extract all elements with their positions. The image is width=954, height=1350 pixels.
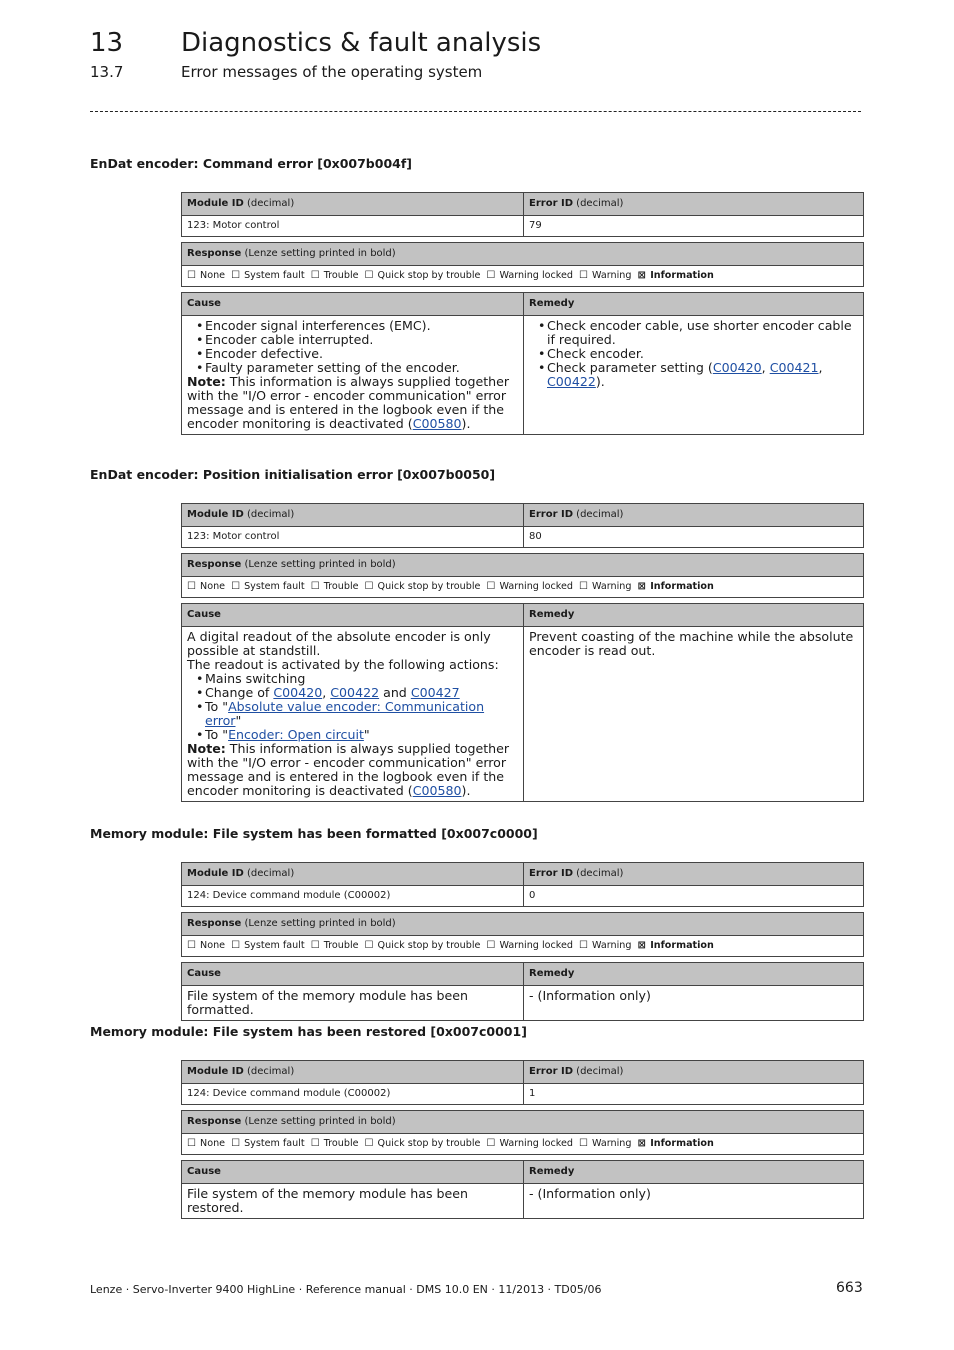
response-option [579,1138,631,1149]
remedy-cell: - (Information only) [524,1184,864,1219]
response-option [311,940,359,951]
response-option-label: Warning locked [499,270,573,281]
response-option [231,270,305,281]
response-option [365,270,481,281]
error-block [181,192,864,435]
response-option-label: Quick stop by trouble [377,581,481,592]
unchecked-box-icon: ☐ [310,940,320,951]
response-option [311,270,359,281]
response-option-label: Warning [592,270,632,281]
unchecked-box-icon: ☐ [364,940,374,951]
remedy-bullet: • Check encoder cable, use shorter encoder cable if required. [547,319,858,347]
module-id-value: 124: Device command module (C00002) [182,886,524,907]
error-block [181,1060,864,1219]
response-option-label: Warning locked [499,1138,573,1149]
param-link-c00420[interactable]: C00420 [273,685,323,700]
id-table [181,503,864,548]
unchecked-box-icon: ☐ [231,581,241,592]
response-option-label: Trouble [323,940,359,951]
section-title: Error messages of the operating system [181,63,483,81]
response-option [311,581,359,592]
unchecked-box-icon: ☐ [231,1138,241,1149]
link-encoder-open-circuit[interactable]: Encoder: Open circuit [228,727,364,742]
param-link-c00580[interactable]: C00580 [412,416,462,431]
unchecked-box-icon: ☐ [486,940,496,951]
response-option [365,940,481,951]
cause-remedy-table [181,292,864,435]
response-option-label: Information [650,581,714,592]
response-options [182,577,864,598]
cause-header: Cause [182,604,524,627]
response-option [579,581,631,592]
remedy-header: Remedy [524,963,864,986]
module-id-header: Module ID (decimal) [182,193,524,216]
response-option-label: Trouble [323,1138,359,1149]
unchecked-box-icon: ☐ [578,1138,588,1149]
unchecked-box-icon: ☐ [187,940,196,951]
unchecked-box-icon: ☐ [231,270,241,281]
unchecked-box-icon: ☐ [187,270,196,281]
error-block [181,862,864,1021]
cause-cell [182,627,524,802]
remedy-header: Remedy [524,604,864,627]
cause-cell [182,316,524,435]
response-option [311,1138,359,1149]
response-option-label: None [200,581,226,592]
response-option [187,940,225,951]
response-option-label: System fault [244,1138,305,1149]
response-option [231,940,305,951]
link-absolute-value-encoder-error[interactable]: Absolute value encoder: Communication error [205,699,485,728]
response-options [182,936,864,957]
unchecked-box-icon: ☐ [486,270,496,281]
error-heading: Memory module: File system has been restored [0x007c0001] [90,1024,527,1039]
response-option [486,1138,573,1149]
response-option-label: Quick stop by trouble [377,270,481,281]
unchecked-box-icon: ☐ [578,270,588,281]
unchecked-box-icon: ☐ [364,1138,374,1149]
unchecked-box-icon: ☐ [310,270,320,281]
response-option-label: Warning [592,1138,632,1149]
cause-remedy-table [181,1160,864,1219]
cause-text: The readout is activated by the following actions: [187,657,499,672]
param-link-c00422[interactable]: C00422 [330,685,380,700]
unchecked-box-icon: ☐ [486,1138,496,1149]
remedy-cell: - (Information only) [524,986,864,1021]
id-table [181,1060,864,1105]
response-option-label: Warning locked [499,940,573,951]
error-heading: Memory module: File system has been formatted [0x007c0000] [90,826,538,841]
param-link-c00422[interactable]: C00422 [547,374,596,389]
response-option [637,270,713,281]
error-id-header: Error ID (decimal) [524,193,864,216]
module-id-value: 123: Motor control [182,216,524,237]
error-id-header: Error ID (decimal) [524,863,864,886]
response-option [579,940,631,951]
cause-header: Cause [182,963,524,986]
id-table [181,192,864,237]
response-option-label: System fault [244,270,305,281]
module-id-value: 124: Device command module (C00002) [182,1084,524,1105]
cause-text: A digital readout of the absolute encoder is only possible at standstill. [187,629,491,658]
response-header: Response (Lenze setting printed in bold) [182,243,864,266]
response-option-label: Warning [592,940,632,951]
checked-box-icon: ⊠ [637,1138,646,1149]
remedy-cell [524,316,864,435]
response-option-label: System fault [244,581,305,592]
unchecked-box-icon: ☐ [231,940,241,951]
response-option [365,1138,481,1149]
param-link-c00427[interactable]: C00427 [410,685,460,700]
cause-note: Note: This information is always supplied together with the "I/O error - encoder communication" error message and is entered in the logbook even if the encoder monitoring is deactivated (C00580). [187,374,510,431]
response-option [637,940,713,951]
error-id-value: 79 [524,216,864,237]
response-option-label: None [200,940,226,951]
response-table [181,1110,864,1155]
module-id-header: Module ID (decimal) [182,863,524,886]
param-link-c00420[interactable]: C00420 [712,360,762,375]
unchecked-box-icon: ☐ [578,581,588,592]
module-id-header: Module ID (decimal) [182,1061,524,1084]
checked-box-icon: ⊠ [637,581,646,592]
response-option [486,940,573,951]
response-option-label: Information [650,940,714,951]
response-option [637,581,713,592]
cause-bullet: • Encoder signal interferences (EMC). [205,319,518,333]
cause-bullet: • Faulty parameter setting of the encoder. [205,361,518,375]
response-header: Response (Lenze setting printed in bold) [182,1111,864,1134]
cause-cell: File system of the memory module has been formatted. [182,986,524,1021]
response-option-label: Information [650,270,714,281]
param-link-c00421[interactable]: C00421 [769,360,819,375]
section-number: 13.7 [90,63,124,81]
response-option [231,1138,305,1149]
response-option [365,581,481,592]
remedy-text: Prevent coasting of the machine while the absolute encoder is read out. [529,629,854,658]
response-options [182,1134,864,1155]
cause-bullet: • To "Absolute value encoder: Communication error" [205,700,518,728]
unchecked-box-icon: ☐ [364,270,374,281]
response-option [187,1138,225,1149]
chapter-title: Diagnostics & fault analysis [181,28,542,58]
unchecked-box-icon: ☐ [310,1138,320,1149]
cause-bullet: • Change of C00420, C00422 and C00427 [205,686,518,700]
response-option-label: Warning [592,581,632,592]
unchecked-box-icon: ☐ [364,581,374,592]
response-option-label: Quick stop by trouble [377,940,481,951]
error-id-value: 80 [524,527,864,548]
cause-bullet: • Encoder cable interrupted. [205,333,518,347]
cause-note: Note: This information is always supplied together with the "I/O error - encoder communication" error message and is entered in the logbook even if the encoder monitoring is deactivated (C00580). [187,741,510,798]
response-option-label: None [200,270,226,281]
module-id-value: 123: Motor control [182,527,524,548]
response-table [181,912,864,957]
response-option [231,581,305,592]
chapter-number: 13 [90,28,124,58]
unchecked-box-icon: ☐ [310,581,320,592]
cause-bullet: • To "Encoder: Open circuit" [205,728,518,742]
unchecked-box-icon: ☐ [187,1138,196,1149]
response-option [187,581,225,592]
response-option-label: Trouble [323,581,359,592]
unchecked-box-icon: ☐ [187,581,196,592]
remedy-header: Remedy [524,1161,864,1184]
module-id-header: Module ID (decimal) [182,504,524,527]
response-option [486,270,573,281]
unchecked-box-icon: ☐ [486,581,496,592]
response-option [637,1138,713,1149]
unchecked-box-icon: ☐ [578,940,588,951]
response-header: Response (Lenze setting printed in bold) [182,913,864,936]
error-id-value: 0 [524,886,864,907]
error-heading: EnDat encoder: Position initialisation error [0x007b0050] [90,467,496,482]
remedy-bullet: • Check parameter setting (C00420, C00421, C00422). [547,361,858,389]
cause-bullet: • Encoder defective. [205,347,518,361]
id-table [181,862,864,907]
error-heading: EnDat encoder: Command error [0x007b004f] [90,156,413,171]
response-option [579,270,631,281]
cause-remedy-table [181,962,864,1021]
response-option [486,581,573,592]
response-table [181,242,864,287]
cause-header: Cause [182,1161,524,1184]
response-option-label: Warning locked [499,581,573,592]
remedy-header: Remedy [524,293,864,316]
cause-bullet: • Mains switching [205,672,518,686]
error-id-header: Error ID (decimal) [524,504,864,527]
response-option-label: Information [650,1138,714,1149]
response-option-label: System fault [244,940,305,951]
checked-box-icon: ⊠ [637,940,646,951]
header-divider [90,111,861,112]
response-option-label: Trouble [323,270,359,281]
remedy-cell [524,627,864,802]
response-options [182,266,864,287]
footer-text: Lenze · Servo-Inverter 9400 HighLine · Reference manual · DMS 10.0 EN · 11/2013 · TD05/06 [90,1283,602,1296]
response-option-label: Quick stop by trouble [377,1138,481,1149]
page-number: 663 [836,1280,863,1296]
remedy-bullet: • Check encoder. [547,347,858,361]
cause-remedy-table [181,603,864,802]
error-block [181,503,864,802]
response-header: Response (Lenze setting printed in bold) [182,554,864,577]
param-link-c00580[interactable]: C00580 [412,783,462,798]
error-id-header: Error ID (decimal) [524,1061,864,1084]
response-table [181,553,864,598]
cause-cell: File system of the memory module has been restored. [182,1184,524,1219]
cause-header: Cause [182,293,524,316]
checked-box-icon: ⊠ [637,270,646,281]
error-id-value: 1 [524,1084,864,1105]
response-option [187,270,225,281]
response-option-label: None [200,1138,226,1149]
